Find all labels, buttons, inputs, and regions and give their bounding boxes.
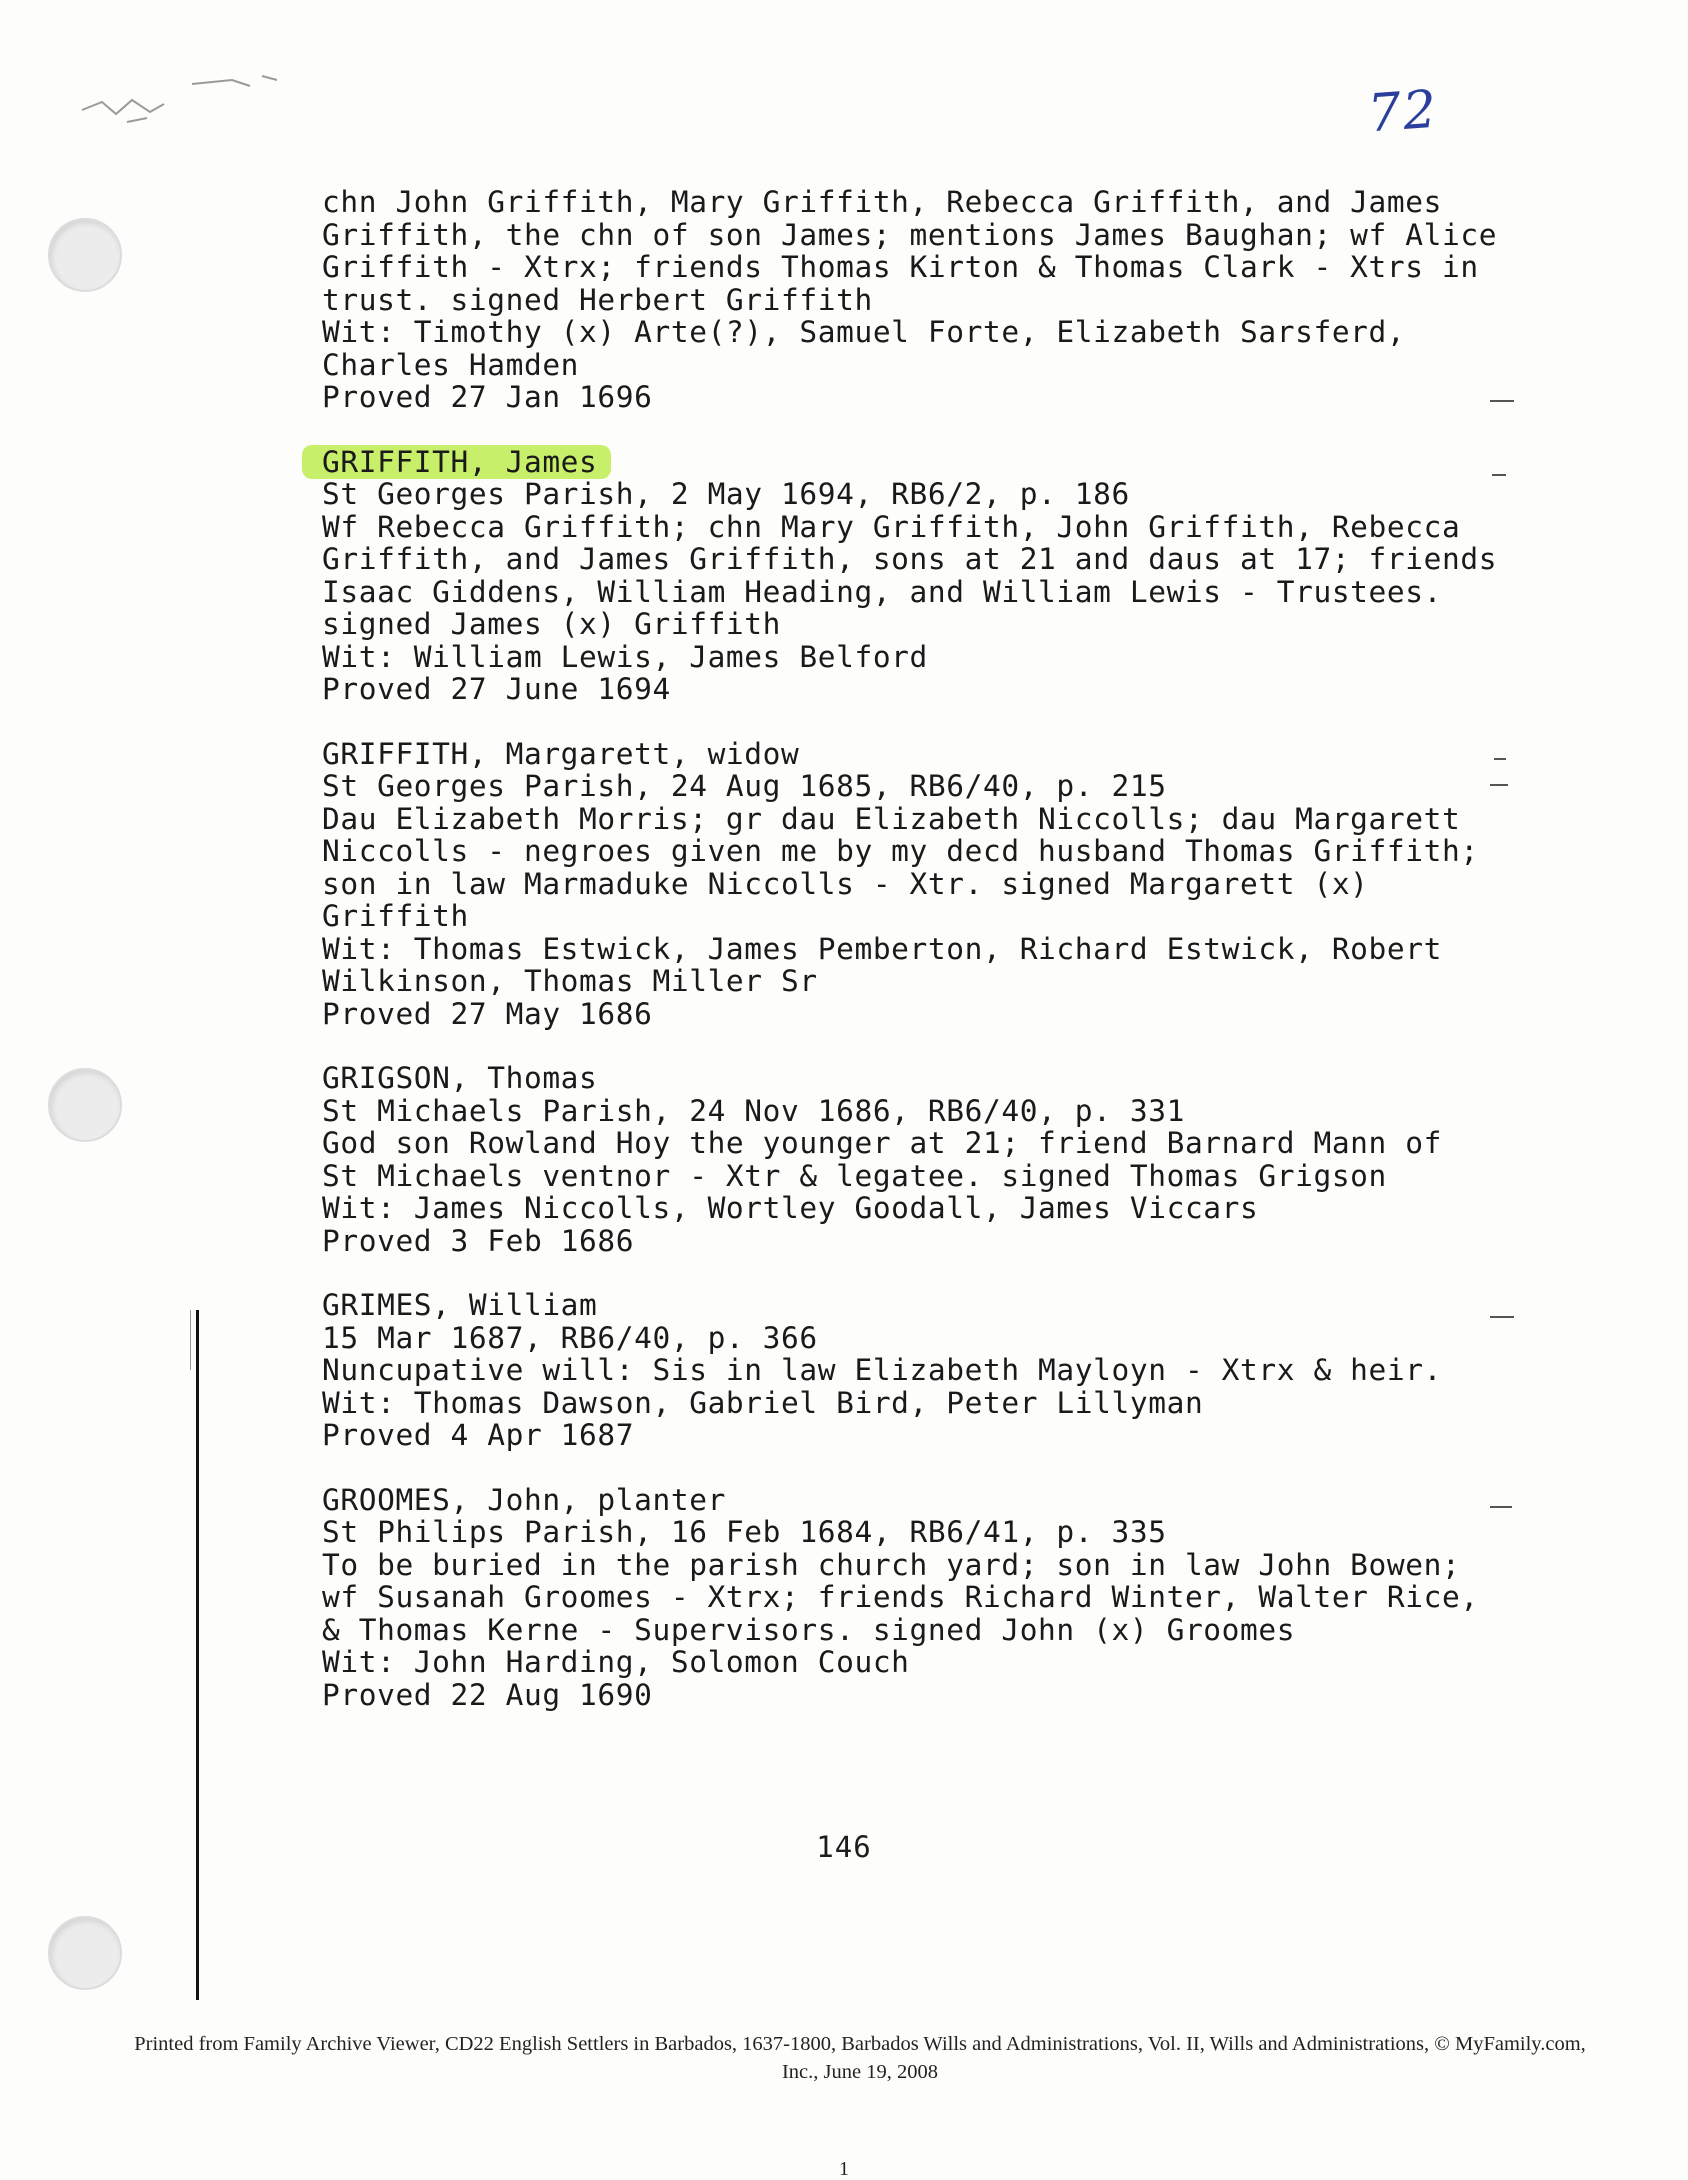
entry-line: Proved 27 Jan 1696 bbox=[322, 380, 653, 414]
entry-line: signed James (x) Griffith bbox=[322, 607, 782, 641]
entry-line: trust. signed Herbert Griffith bbox=[322, 282, 873, 317]
entry-line: Wit: Thomas Estwick, James Pemberton, Richard Estwick, Robert bbox=[322, 931, 1442, 966]
entry-line: Wf Rebecca Griffith; chn Mary Griffith, John Griffith, Rebecca bbox=[322, 509, 1461, 544]
will-entry bbox=[322, 1482, 1479, 1712]
footer-line: Inc., June 19, 2008 bbox=[781, 2061, 938, 2083]
margin-tick bbox=[1492, 474, 1506, 476]
entry-line: Niccolls - negroes given me by my decd husband Thomas Griffith; bbox=[322, 834, 1479, 868]
will-entry bbox=[322, 1061, 1442, 1258]
entry-line: St Georges Parish, 24 Aug 1685, RB6/40, p. 215 bbox=[322, 769, 1167, 803]
entry-line: Wit: Timothy (x) Arte(?), Samuel Forte, Elizabeth Sarsferd, bbox=[322, 315, 1406, 349]
margin-rule bbox=[196, 1310, 199, 2000]
entry-line: St Michaels Parish, 24 Nov 1686, RB6/40, p. 331 bbox=[322, 1093, 1185, 1128]
entry-line: & Thomas Kerne - Supervisors. signed John (x) Groomes bbox=[322, 1612, 1296, 1647]
entry-line: St Michaels ventnor - Xtr & legatee. signed Thomas Grigson bbox=[322, 1158, 1387, 1193]
entry-line: To be buried in the parish church yard; son in law John Bowen; bbox=[322, 1547, 1461, 1582]
entry-line: Proved 3 Feb 1686 bbox=[322, 1223, 635, 1258]
entry-line: St Georges Parish, 2 May 1694, RB6/2, p. 186 bbox=[322, 477, 1130, 511]
entry-line: Griffith - Xtrx; friends Thomas Kirton & Thomas Clark - Xtrs in bbox=[322, 250, 1479, 284]
entry-line: Wilkinson, Thomas Miller Sr bbox=[322, 964, 818, 998]
entry-line: Charles Hamden bbox=[322, 347, 580, 382]
margin-tick bbox=[1490, 1506, 1512, 1508]
margin-tick bbox=[1490, 784, 1508, 786]
entry-line: Griffith, and James Griffith, sons at 21 and daus at 17; friends bbox=[322, 542, 1498, 576]
entry-line: Proved 27 May 1686 bbox=[322, 996, 653, 1031]
entry-line: wf Susanah Groomes - Xtrx; friends Richard Winter, Walter Rice, bbox=[322, 1580, 1479, 1614]
pencil-smudge-mark bbox=[72, 62, 302, 142]
continued-entry bbox=[322, 185, 1498, 414]
book-page-number: 146 bbox=[816, 1830, 872, 1864]
will-entry bbox=[322, 736, 1479, 1031]
margin-tick bbox=[1494, 758, 1506, 760]
margin-tick bbox=[1490, 400, 1514, 402]
entry-line: St Philips Parish, 16 Feb 1684, RB6/41, p. 335 bbox=[322, 1515, 1167, 1549]
entry-line: Griffith bbox=[322, 899, 469, 933]
print-page-number: 1 bbox=[839, 2158, 849, 2180]
punch-hole-bottom bbox=[48, 1916, 122, 1990]
entry-name: GRIMES, William bbox=[322, 1288, 598, 1322]
margin-rule-faint bbox=[190, 1310, 191, 1370]
entry-line: Proved 22 Aug 1690 bbox=[322, 1677, 653, 1712]
footer-line: Printed from Family Archive Viewer, CD22 English Settlers in Barbados, 1637-1800, Barbados Wills and Administrations, Vol. II, Wills and Administrations, © MyFamily.com, bbox=[134, 2033, 1586, 2055]
will-entry bbox=[322, 1288, 1442, 1452]
entry-line: Dau Elizabeth Morris; gr dau Elizabeth Niccolls; dau Margarett bbox=[322, 801, 1461, 836]
entry-line: Wit: William Lewis, James Belford bbox=[322, 639, 928, 674]
will-abstracts bbox=[322, 185, 1498, 1712]
entry-line: Proved 27 June 1694 bbox=[322, 672, 671, 706]
entry-line: son in law Marmaduke Niccolls - Xtr. signed Margarett (x) bbox=[322, 866, 1369, 901]
entry-line: Wit: John Harding, Solomon Couch bbox=[322, 1645, 910, 1679]
entry-name: GRIFFITH, Margarett, widow bbox=[322, 736, 800, 771]
handwritten-page-mark: 72 bbox=[1365, 79, 1441, 145]
entry-line: Wit: Thomas Dawson, Gabriel Bird, Peter Lillyman bbox=[322, 1385, 1204, 1420]
entry-name: GROOMES, John, planter bbox=[322, 1482, 726, 1517]
print-footer bbox=[60, 2030, 1660, 2086]
entry-line: Nuncupative will: Sis in law Elizabeth Mayloyn - Xtrx & heir. bbox=[322, 1353, 1442, 1387]
entry-line: Isaac Giddens, William Heading, and William Lewis - Trustees. bbox=[322, 574, 1442, 609]
entry-line: 15 Mar 1687, RB6/40, p. 366 bbox=[322, 1320, 818, 1355]
entry-line: Proved 4 Apr 1687 bbox=[322, 1418, 635, 1452]
entry-name-highlighted: GRIFFITH, James bbox=[322, 444, 598, 479]
margin-tick bbox=[1490, 1316, 1514, 1318]
entry-name: GRIGSON, Thomas bbox=[322, 1061, 598, 1095]
entry-line: chn John Griffith, Mary Griffith, Rebecca Griffith, and James bbox=[322, 185, 1442, 219]
entry-line: Griffith, the chn of son James; mentions James Baughan; wf Alice bbox=[322, 217, 1498, 252]
entry-line: God son Rowland Hoy the younger at 21; friend Barnard Mann of bbox=[322, 1126, 1442, 1160]
punch-hole-middle bbox=[48, 1068, 122, 1142]
will-entry bbox=[322, 444, 1498, 706]
punch-hole-top bbox=[48, 218, 122, 292]
entry-line: Wit: James Niccolls, Wortley Goodall, James Viccars bbox=[322, 1191, 1259, 1225]
